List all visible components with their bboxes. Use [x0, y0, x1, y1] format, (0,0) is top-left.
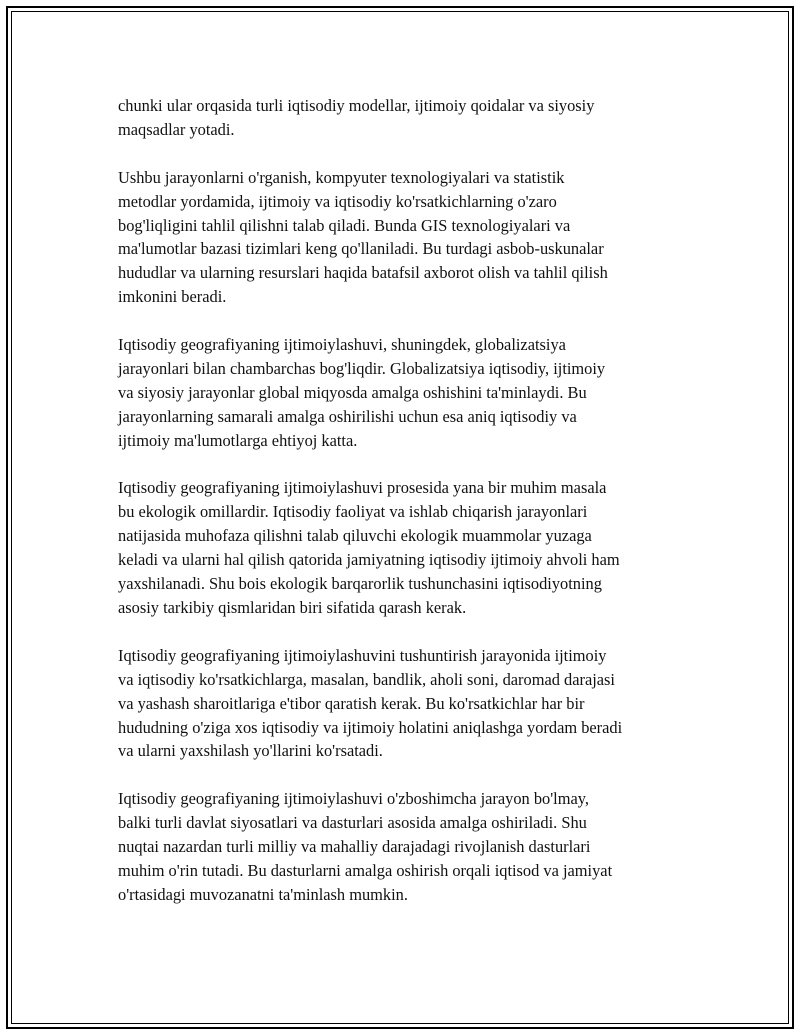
- text-line: Iqtisodiy geografiyaning ijtimoiylashuvi o'zboshimcha jarayon bo'lmay,: [118, 789, 589, 809]
- text-line: bu ekologik omillardir. Iqtisodiy faoliyat va ishlab chiqarish jarayonlari: [118, 502, 588, 522]
- text-line: Iqtisodiy geografiyaning ijtimoiylashuvi prosesida yana bir muhim masala: [118, 478, 607, 498]
- text-line: jarayonlarning samarali amalga oshirilishi uchun esa aniq iqtisodiy va: [118, 406, 577, 426]
- text-line: hududning o'ziga xos iqtisodiy va ijtimoiy holatini aniqlashga yordam beradi: [118, 717, 623, 737]
- paragraph-2: [118, 166, 688, 309]
- text-line: imkonini beradi.: [118, 287, 227, 307]
- text-line: Iqtisodiy geografiyaning ijtimoiylashuvini tushuntirish jarayonida ijtimoiy: [118, 645, 607, 665]
- text-line: muhim o'rin tutadi. Bu dasturlarni amalga oshirish orqali iqtisod va jamiyat: [118, 860, 613, 880]
- text-line: metodlar yordamida, ijtimoiy va iqtisodiy ko'rsatkichlarning o'zaro: [118, 191, 557, 211]
- text-line: va siyosiy jarayonlar global miqyosda amalga oshishini ta'minlaydi. Bu: [118, 382, 587, 402]
- paragraph-4: [118, 476, 688, 619]
- text-line: Ushbu jarayonlarni o'rganish, kompyuter texnologiyalari va statistik: [118, 167, 565, 187]
- paragraph-3: [118, 333, 688, 453]
- paragraph-6: [118, 787, 688, 907]
- text-line: natijasida muhofaza qilishni talab qiluvchi ekologik muammolar yuzaga: [118, 526, 592, 546]
- text-line: chunki ular orqasida turli iqtisodiy modellar, ijtimoiy qoidalar va siyosiy: [118, 96, 595, 115]
- paragraph-5: [118, 644, 688, 764]
- text-line: maqsadlar yotadi.: [118, 119, 235, 139]
- text-line: keladi va ularni hal qilish qatorida jamiyatning iqtisodiy ijtimoiy ahvoli ham: [118, 550, 620, 570]
- text-line: o'rtasidagi muvozanatni ta'minlash mumkin.: [118, 884, 408, 904]
- text-line: va iqtisodiy ko'rsatkichlarga, masalan, bandlik, aholi soni, daromad darajasi: [118, 669, 615, 689]
- text-line: bog'liqligini tahlil qilishni talab qiladi. Bunda GIS texnologiyalari va: [118, 215, 571, 235]
- text-line: balki turli davlat siyosatlari va dasturlari asosida amalga oshiriladi. Shu: [118, 813, 587, 833]
- text-line: ijtimoiy ma'lumotlarga ehtiyoj katta.: [118, 430, 358, 450]
- text-line: Iqtisodiy geografiyaning ijtimoiylashuvi, shuningdek, globalizatsiya: [118, 335, 566, 355]
- text-line: va ularni yaxshilash yo'llarini ko'rsatadi.: [118, 741, 383, 761]
- text-line: jarayonlari bilan chambarchas bog'liqdir. Globalizatsiya iqtisodiy, ijtimoiy: [118, 358, 606, 378]
- text-line: yaxshilanadi. Shu bois ekologik barqarorlik tushunchasini iqtisodiyotning: [118, 574, 602, 594]
- text-line: hududlar va ularning resurslari haqida batafsil axborot olish va tahlil qilish: [118, 263, 608, 283]
- text-line: asosiy tarkibiy qismlaridan biri sifatida qarash kerak.: [118, 597, 467, 617]
- paragraph-1: [118, 94, 688, 142]
- text-line: nuqtai nazardan turli milliy va mahalliy darajadagi rivojlanish dasturlari: [118, 837, 591, 857]
- text-line: va yashash sharoitlariga e'tibor qaratish kerak. Bu ko'rsatkichlar har bir: [118, 693, 585, 713]
- text-line: ma'lumotlar bazasi tizimlari keng qo'llaniladi. Bu turdagi asbob-uskunalar: [118, 239, 604, 259]
- document-body: [118, 94, 688, 931]
